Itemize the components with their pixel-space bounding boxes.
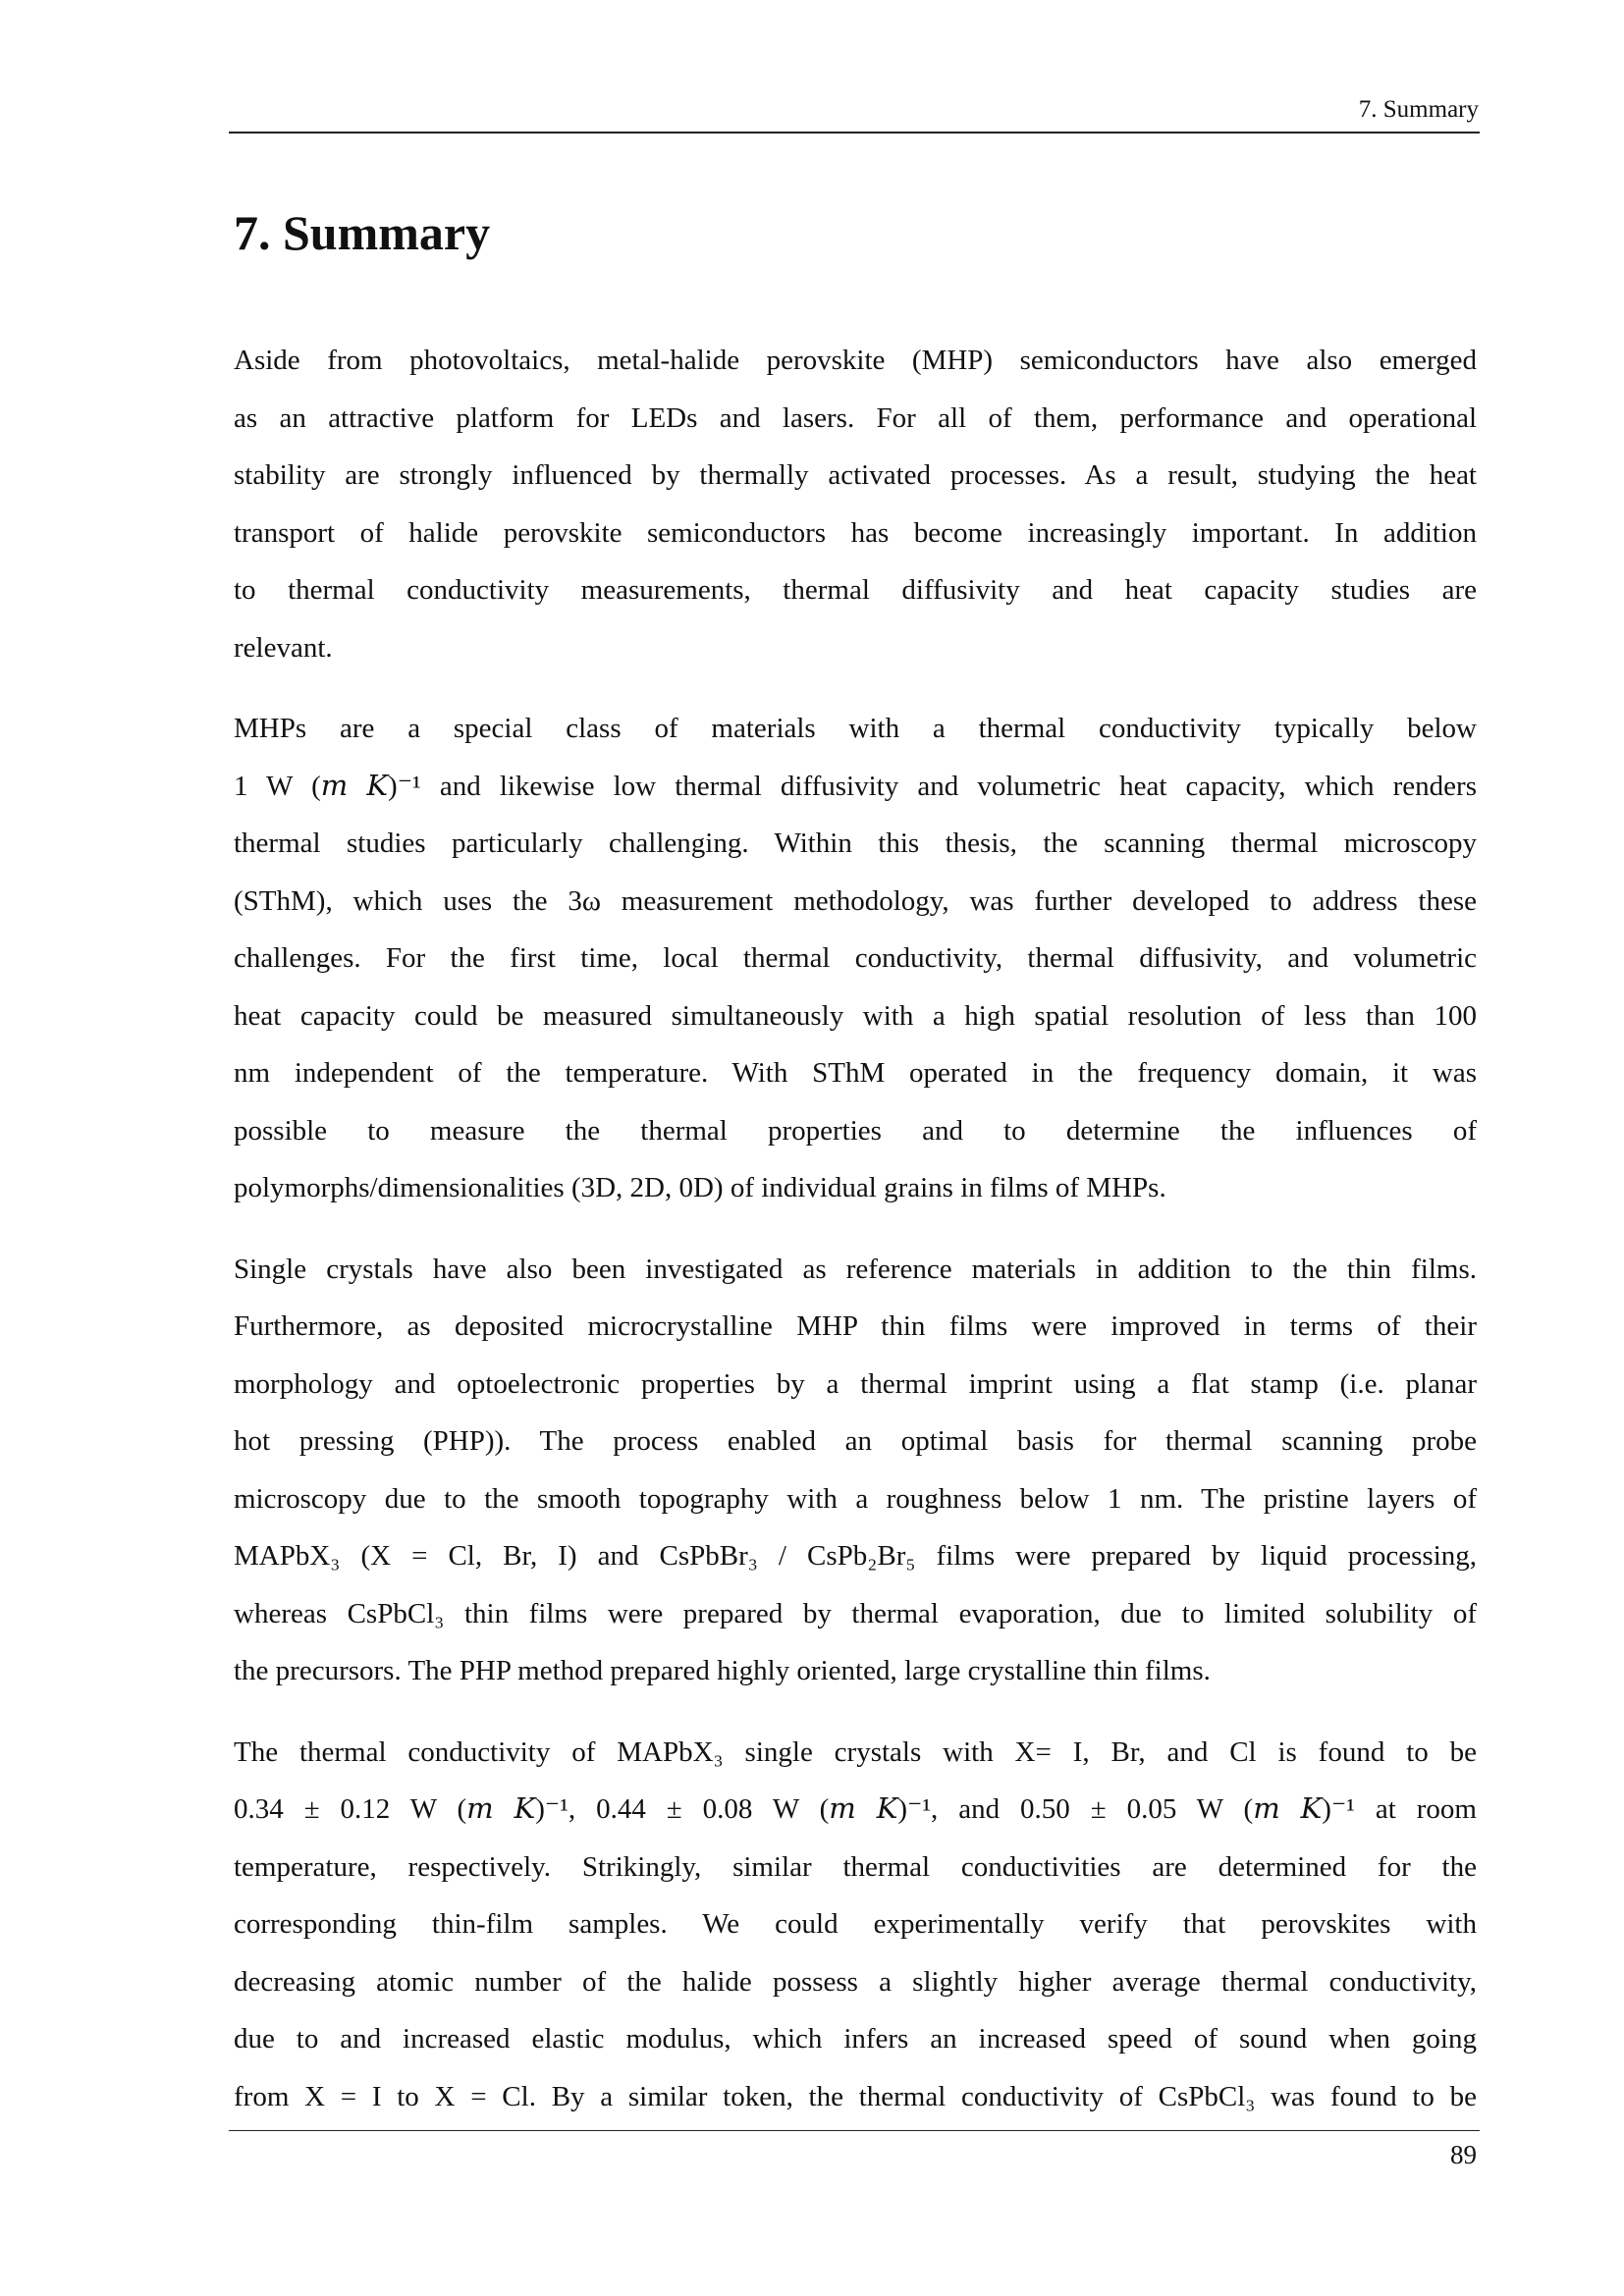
text-line: MAPbX₃ (X = Cl, Br, I) and CsPbBr₃ / CsPb₂Br₅ films were prepared by liquid processing,: [234, 1540, 1477, 1572]
text-line: Aside from photovoltaics, metal-halide perovskite (MHP) semiconductors have also emerged: [234, 345, 1477, 376]
body-text: [234, 332, 1477, 2149]
text-line: thermal studies particularly challenging. Within this thesis, the scanning thermal microscopy: [234, 828, 1477, 859]
text-line: temperature, respectively. Strikingly, similar thermal conductivities are determined for the: [234, 1850, 1477, 1883]
text-line: nm independent of the temperature. With SThM operated in the frequency domain, it was: [234, 1057, 1477, 1089]
text-line: 1 W (𝑚 𝐾)⁻¹ and likewise low thermal diffusivity and volumetric heat capacity, which renders: [234, 770, 1477, 802]
text-line: transport of halide perovskite semiconductors has become increasingly important. In addition: [234, 516, 1477, 549]
footer-rule: [229, 2130, 1480, 2131]
text-line: microscopy due to the smooth topography with a roughness below 1 nm. The pristine layers of: [234, 1482, 1477, 1515]
text-line: (SThM), which uses the 3ω measurement methodology, was further developed to address these: [234, 884, 1477, 917]
text-line: from X = I to X = Cl. By a similar token, the thermal conductivity of CsPbCl₃ was found to be: [234, 2080, 1477, 2112]
text-line: as an attractive platform for LEDs and lasers. For all of them, performance and operational: [234, 401, 1477, 434]
text-line: whereas CsPbCl₃ thin films were prepared by thermal evaporation, due to limited solubility of: [234, 1597, 1477, 1629]
text-line: challenges. For the first time, local thermal conductivity, thermal diffusivity, and volumetric: [234, 942, 1477, 974]
text-line: the precursors. The PHP method prepared highly oriented, large crystalline thin films.: [234, 1655, 1211, 1686]
text-line: Furthermore, as deposited microcrystalline MHP thin films were improved in terms of their: [234, 1310, 1477, 1342]
text-line: The thermal conductivity of MAPbX₃ single crystals with X= I, Br, and Cl is found to be: [234, 1735, 1477, 1768]
text-line: stability are strongly influenced by thermally activated processes. As a result, studying the heat: [234, 459, 1477, 491]
text-line: relevant.: [234, 631, 333, 664]
text-line: due to and increased elastic modulus, which infers an increased speed of sound when going: [234, 2023, 1477, 2055]
page-number: 89: [1450, 2140, 1477, 2169]
text-line: to thermal conductivity measurements, thermal diffusivity and heat capacity studies are: [234, 574, 1477, 606]
text-line: heat capacity could be measured simultaneously with a high spatial resolution of less than 100: [234, 999, 1477, 1032]
text-line: morphology and optoelectronic properties by a thermal imprint using a flat stamp (i.e. planar: [234, 1367, 1477, 1400]
paragraph: [234, 700, 1477, 1217]
text-line: hot pressing (PHP)). The process enabled an optimal basis for thermal scanning probe: [234, 1425, 1477, 1457]
header-rule: [229, 132, 1480, 133]
text-line: corresponding thin-film samples. We could experimentally verify that perovskites with: [234, 1908, 1477, 1940]
paragraph: [234, 332, 1477, 676]
text-line: Single crystals have also been investigated as reference materials in addition to the thin films.: [234, 1253, 1477, 1285]
chapter-title: 7. Summary: [234, 205, 491, 260]
text-line: decreasing atomic number of the halide possess a slightly higher average thermal conductivity,: [234, 1965, 1477, 1998]
paragraph: [234, 1724, 1477, 2126]
paragraph: [234, 1241, 1477, 1700]
running-header: 7. Summary: [1358, 96, 1479, 123]
text-line: 0.34 ± 0.12 W (𝑚 𝐾)⁻¹, 0.44 ± 0.08 W (𝑚 𝐾)⁻¹, and 0.50 ± 0.05 W (𝑚 𝐾)⁻¹ at room: [234, 1793, 1477, 1825]
text-line: polymorphs/dimensionalities (3D, 2D, 0D) of individual grains in films of MHPs.: [234, 1172, 1166, 1203]
text-line: MHPs are a special class of materials with a thermal conductivity typically below: [234, 713, 1477, 744]
text-line: possible to measure the thermal properties and to determine the influences of: [234, 1114, 1477, 1147]
